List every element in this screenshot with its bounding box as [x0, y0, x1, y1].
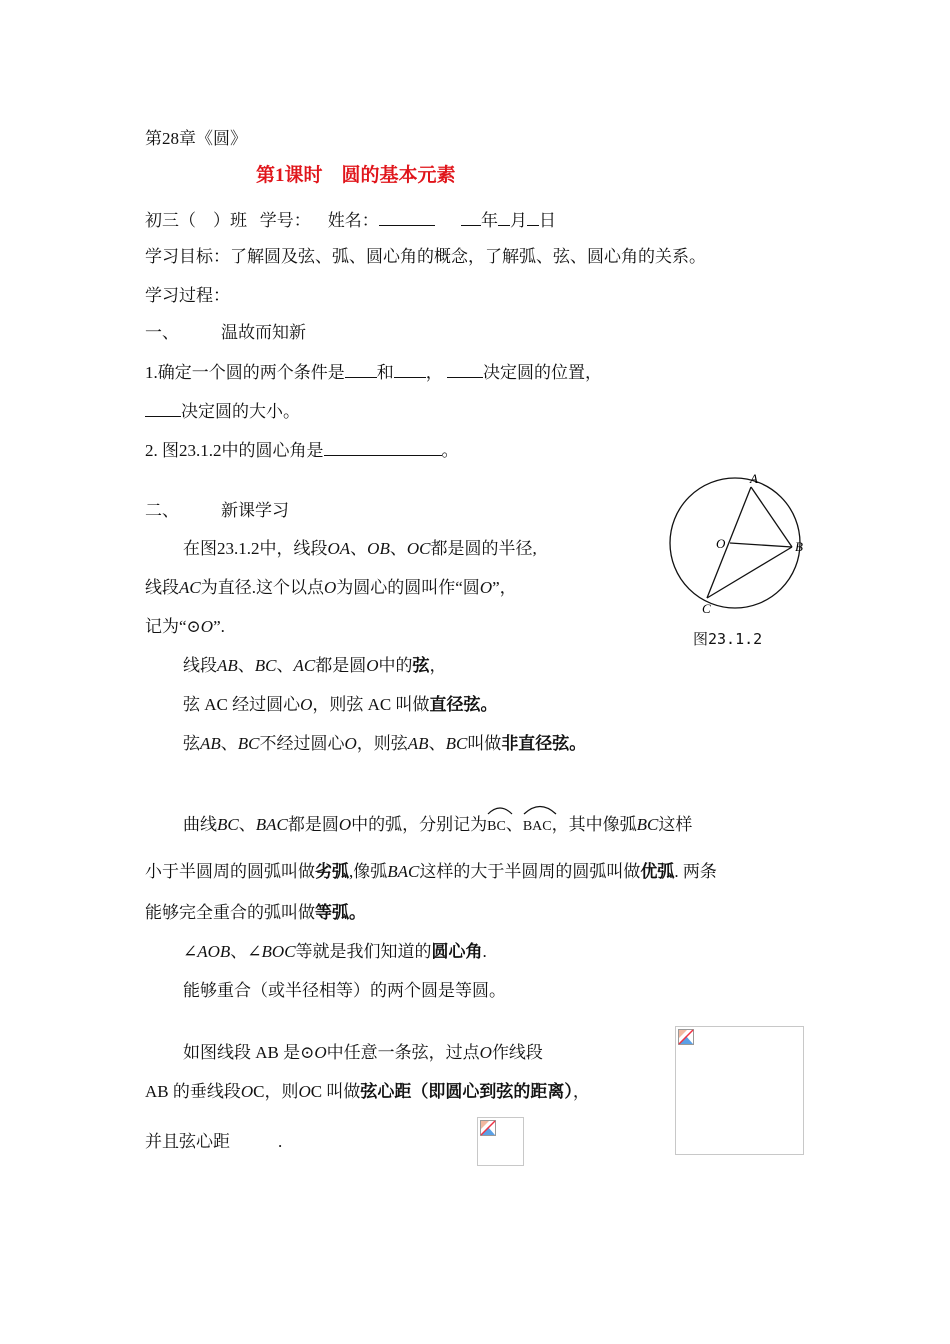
text-fragment: 叫做	[467, 734, 502, 753]
text-fragment: 中任意一条弦，过点	[326, 1043, 480, 1062]
q1-text-d: 决定圆的位置，	[483, 363, 602, 382]
text-fragment: O	[314, 1043, 327, 1062]
point-c-label: C	[702, 601, 711, 616]
text-fragment: 线段	[183, 656, 217, 675]
text-fragment: .	[278, 1132, 283, 1151]
text-fragment: AB	[407, 734, 429, 753]
text-fragment: 都是圆的半径,	[430, 539, 537, 558]
text-fragment: OB	[367, 539, 390, 558]
text-fragment: 优弧	[640, 862, 675, 881]
chapter-heading: 第28章《圆》	[145, 129, 247, 148]
text-fragment: 、	[505, 815, 523, 834]
year-label: 年	[481, 211, 498, 230]
text-fragment: 不经过圆心	[259, 734, 345, 753]
text-fragment: ,像弧	[349, 862, 388, 881]
text-fragment: . 两条	[674, 862, 717, 881]
text-fragment: 作线段	[491, 1043, 543, 1062]
text-fragment: OC	[406, 539, 431, 558]
paragraph-equal-arc	[145, 902, 366, 924]
broken-image-icon	[678, 1029, 694, 1045]
text-fragment: 并且弦心距	[145, 1132, 230, 1151]
paragraph-non-diameter-chord	[183, 733, 586, 755]
point-o-label: O	[716, 536, 726, 551]
q1-text-c: ，	[425, 363, 443, 382]
point-b-label: B	[795, 539, 803, 554]
text-fragment: BC	[217, 815, 239, 834]
text-fragment: BAC	[387, 862, 420, 881]
paragraph-chord-distance	[145, 1081, 590, 1103]
text-fragment: 弦 AC 经过圆心	[183, 695, 301, 714]
text-fragment: ，则弦 AC 叫做	[312, 695, 430, 714]
text-fragment: O	[200, 617, 214, 636]
q2-blank[interactable]	[324, 437, 442, 456]
student-info-line	[145, 207, 556, 232]
text-fragment: 、	[389, 539, 407, 558]
text-fragment: 、	[276, 656, 294, 675]
paragraph-equal-circle: 能够重合（或半径相等）的两个圆是等圆。	[183, 981, 506, 1000]
text-fragment: ，其中像弧	[551, 815, 637, 834]
text-fragment: 等弧。	[315, 903, 366, 922]
text-fragment: C，则	[253, 1082, 299, 1101]
text-fragment: 记为“⊙	[145, 617, 201, 636]
formula-image-placeholder	[477, 1117, 524, 1166]
text-fragment: 直径弦。	[429, 695, 498, 714]
paragraph-chord	[183, 655, 447, 677]
text-fragment: BOC	[261, 942, 296, 961]
text-fragment: AB	[217, 656, 238, 675]
text-fragment: AOB	[197, 942, 231, 961]
q2-text-b: 。	[441, 441, 459, 460]
chord-ab	[751, 487, 792, 547]
text-fragment: BAC	[522, 819, 552, 834]
text-fragment: BC	[254, 656, 277, 675]
lesson-title: 第1课时 圆的基本元素	[256, 165, 456, 186]
broken-image-icon	[480, 1120, 496, 1136]
text-fragment: 为直径.这个以点	[200, 578, 324, 597]
text-fragment: O	[300, 695, 313, 714]
text-fragment: BC	[445, 734, 468, 753]
text-fragment: O	[298, 1082, 311, 1101]
q1-text-e: 决定圆的大小。	[181, 402, 300, 421]
text-fragment: BC	[487, 819, 506, 834]
class-label: 初三（ ）班	[145, 211, 247, 230]
text-fragment: O	[479, 1043, 492, 1062]
text-fragment: 在图23.1.2中，线段	[183, 539, 328, 558]
text-fragment: 中的	[378, 656, 413, 675]
q1-blank-4[interactable]	[145, 398, 181, 417]
text-fragment: ，	[429, 656, 447, 675]
question-2	[145, 437, 459, 462]
paragraph-minor-major-arc	[145, 861, 717, 883]
text-fragment: BC	[237, 734, 260, 753]
day-label: 日	[539, 211, 556, 230]
text-fragment: 圆心角	[431, 942, 483, 961]
text-fragment: 小于半圆周的圆弧叫做	[145, 862, 315, 881]
text-fragment: BC	[636, 815, 659, 834]
text-fragment: 、	[238, 815, 256, 834]
text-fragment: O	[323, 578, 337, 597]
text-fragment: 都是圆	[287, 815, 339, 834]
text-fragment: ，	[572, 1082, 590, 1101]
text-fragment: 、	[220, 734, 238, 753]
text-fragment: 中的弧，分别记为	[351, 815, 488, 834]
arc-bac-symbol	[523, 816, 552, 838]
text-fragment: O	[240, 1082, 254, 1101]
paragraph-central-angle	[183, 941, 487, 963]
figure-caption: 图23.1.2	[693, 630, 763, 648]
paragraph-diameter-chord	[183, 694, 498, 716]
text-fragment: AC	[293, 656, 316, 675]
paragraph-arc	[183, 814, 692, 838]
q1-blank-3[interactable]	[447, 359, 483, 378]
section-1-number: 一、	[145, 323, 179, 342]
point-a-label: A	[750, 471, 758, 486]
chord-ac	[707, 487, 751, 598]
text-fragment: C 叫做	[310, 1082, 361, 1101]
paragraph-diameter	[145, 577, 517, 599]
text-fragment: AC	[179, 578, 201, 597]
year-blank[interactable]	[461, 207, 481, 226]
name-label: 姓名：	[327, 211, 379, 230]
learning-process-label: 学习过程：	[145, 286, 230, 305]
text-fragment: ，则弦	[356, 734, 408, 753]
text-fragment: O	[344, 734, 357, 753]
number-label: 学号：	[259, 211, 311, 230]
text-fragment: ”，	[492, 578, 517, 597]
section-1-title: 温故而知新	[221, 323, 306, 342]
text-fragment: 都是圆	[315, 656, 367, 675]
text-fragment: 能够完全重合的弧叫做	[145, 903, 315, 922]
text-fragment: 劣弧	[315, 862, 349, 881]
text-fragment: AB 的垂线段	[145, 1082, 241, 1101]
name-blank[interactable]	[379, 207, 435, 226]
text-fragment: 、∠	[230, 942, 262, 961]
paragraph-radius	[183, 538, 537, 560]
learning-goal: 学习目标：了解圆及弦、弧、圆心角的概念，了解弧、弦、圆心角的关系。	[145, 247, 706, 266]
text-fragment: 等就是我们知道的	[295, 942, 432, 961]
section-2-heading	[145, 500, 289, 522]
question-1-line-1	[145, 359, 602, 384]
q1-text-b: 和	[376, 363, 394, 382]
perpendicular-figure-placeholder	[675, 1026, 804, 1155]
text-fragment: OA	[327, 539, 351, 558]
text-fragment: 这样	[658, 815, 693, 834]
text-fragment: 弦	[183, 734, 200, 753]
section-2-number: 二、	[145, 501, 179, 520]
q2-text-a: 2. 图23.1.2中的圆心角是	[145, 441, 324, 460]
q1-text-a: 1.确定一个圆的两个条件是	[145, 363, 345, 382]
radius-ob	[730, 543, 792, 547]
text-fragment: .	[482, 942, 487, 961]
text-fragment: 、	[350, 539, 368, 558]
text-fragment: AB	[200, 734, 221, 753]
section-1-heading	[145, 322, 306, 344]
text-fragment: 弦心距（即圆心到弦的距离）	[360, 1082, 573, 1101]
q1-blank-2[interactable]	[394, 359, 426, 378]
text-fragment: O	[338, 815, 352, 834]
month-label: 月	[510, 211, 527, 230]
text-fragment: 如图线段 AB 是⊙	[183, 1043, 315, 1062]
arc-bc-symbol	[487, 816, 506, 838]
text-fragment: 弦	[412, 656, 430, 675]
paragraph-bisect	[145, 1131, 282, 1153]
day-blank[interactable]	[527, 207, 539, 226]
text-fragment: O	[479, 578, 493, 597]
text-fragment: ”.	[213, 617, 225, 636]
text-fragment: 曲线	[183, 815, 217, 834]
question-1-line-2	[145, 398, 300, 423]
q1-blank-1[interactable]	[345, 359, 377, 378]
paragraph-notation	[145, 616, 225, 638]
text-fragment: ∠	[183, 942, 198, 961]
text-fragment: BAC	[255, 815, 288, 834]
section-2-title: 新课学习	[221, 501, 289, 520]
text-fragment: 这样的大于半圆周的圆弧叫做	[419, 862, 641, 881]
paragraph-perpendicular	[183, 1042, 543, 1064]
text-fragment: O	[366, 656, 379, 675]
text-fragment: 非直径弦。	[501, 734, 587, 753]
text-fragment: 、	[237, 656, 255, 675]
text-fragment: 为圆心的圆叫作“圆	[336, 578, 480, 597]
text-fragment: 线段	[145, 578, 179, 597]
month-blank[interactable]	[498, 207, 510, 226]
text-fragment: 、	[428, 734, 446, 753]
